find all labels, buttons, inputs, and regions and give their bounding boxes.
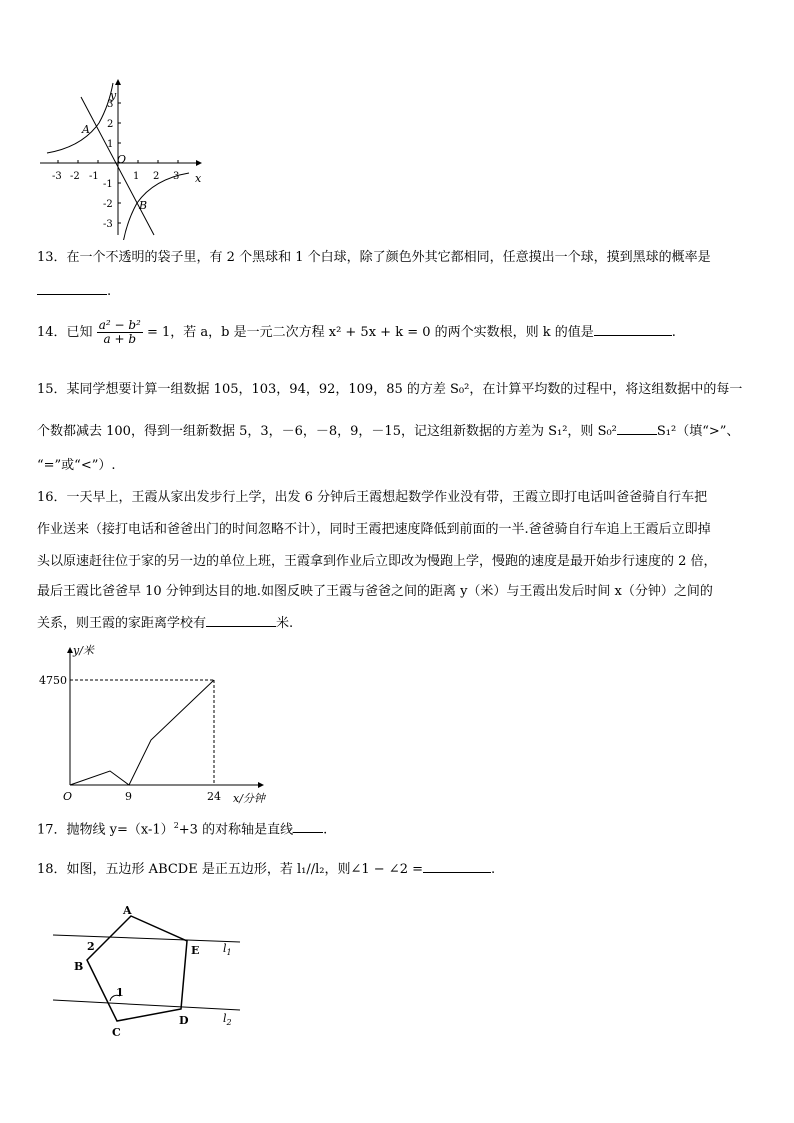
answer-blank [37, 282, 107, 295]
answer-blank [423, 860, 491, 873]
x-tick: 24 [207, 790, 221, 803]
question-16-line-3: 头以原速赶往位于家的另一边的单位上班，王霞拿到作业后立即改为慢跑上学，慢跑的速度是最开始步行速度的 2 倍， [37, 554, 717, 569]
point-b-label: B [139, 199, 148, 212]
vertex-a-label: A [123, 904, 132, 917]
line-l1-label: $l_1$ [223, 942, 232, 957]
x-tick: -2 [70, 171, 80, 182]
y-tick: -3 [103, 219, 113, 230]
x-axis-label: x [195, 172, 202, 185]
question-13-answer: . [37, 282, 111, 300]
angle-2-label: 2 [87, 940, 95, 953]
y-tick: 3 [107, 99, 114, 110]
y-tick: 1 [107, 139, 114, 150]
question-15-line-1: 15．某同学想要计算一组数据 105，103，94，92，109，85 的方差 S₀²，在计算平均数的过程中，将这组数据中的每一 [37, 382, 743, 397]
question-16-line-1: 16．一天早上，王霞从家出发步行上学，出发 6 分钟后王霞想起数学作业没有带，王霞立即打电话叫爸爸骑自行车把 [37, 490, 708, 505]
line-l2-label: $l_2$ [223, 1012, 232, 1027]
point-a-label: A [82, 123, 90, 136]
y-axis-label: y [110, 89, 117, 102]
x-tick: 2 [153, 171, 160, 182]
question-16-line-4: 最后王霞比爸爸早 10 分钟到达目的地.如图反映了王霞与爸爸之间的距离 y（米）与王霞出发后时间 x（分钟）之间的 [37, 584, 713, 599]
question-13: 13．在一个不透明的袋子里，有 2 个黑球和 1 个白球，除了颜色外其它都相同，任意摸出一个球，摸到黑球的概率是 [37, 250, 711, 265]
answer-blank [206, 614, 276, 627]
distance-time-graph [37, 640, 277, 810]
y-tick: -2 [103, 199, 113, 210]
question-15-line-2: 个数都减去 100，得到一组新数据 5，3，－6，－8，9，－15，记这组新数据的方差为 S₁²，则 S₀² S₁²（填“>”、 [37, 424, 740, 439]
question-17: 17．抛物线 $y=(x-1)^2+3$ 的对称轴是直线 . [37, 821, 328, 838]
x-tick: -1 [89, 171, 99, 182]
vertex-c-label: C [112, 1026, 121, 1039]
x-tick: 1 [133, 171, 140, 182]
origin-label: O [117, 153, 127, 166]
y-axis-label: y/米 [73, 644, 94, 657]
origin-label: O [63, 790, 73, 803]
fraction: $\frac{\text{a² − b²}}{a + b}$ [98, 318, 141, 346]
answer-blank [293, 820, 323, 833]
question-15-line-3: “=”或“<”）. [37, 458, 116, 473]
vertex-e-label: E [191, 944, 200, 957]
y-tick: 2 [107, 119, 114, 130]
answer-blank [617, 422, 657, 435]
answer-blank [594, 323, 672, 336]
x-tick: 9 [125, 790, 132, 803]
question-16-line-2: 作业送来（接打电话和爸爸出门的时间忽略不计），同时王霞把速度降低到前面的一半.爸爸骑自行车追上王霞后立即掉 [37, 522, 711, 537]
question-18: 18．如图，五边形 ABCDE 是正五边形，若 l₁//l₂，则∠1 − ∠2 = . [37, 862, 496, 877]
x-tick: 3 [173, 171, 180, 182]
x-tick: -3 [52, 171, 62, 182]
question-14: 14．已知 $\frac{\text{a² − b²}}{a + b}$ = 1，若 a，b 是一元二次方程 x² + 5x + k = 0 的两个实数根，则 k 的值是 . [37, 318, 676, 346]
angle-1-label: 1 [116, 986, 124, 999]
y-value-label: 4750 [39, 674, 67, 687]
x-axis-label: x/分钟 [233, 792, 265, 805]
pentagon-figure [50, 900, 250, 1045]
vertex-d-label: D [179, 1014, 189, 1027]
question-16-line-5: 关系，则王霞的家距离学校有 米. [37, 616, 294, 631]
vertex-b-label: B [74, 960, 84, 973]
hyperbola-line-graph [37, 75, 209, 240]
y-tick: -1 [103, 179, 113, 190]
